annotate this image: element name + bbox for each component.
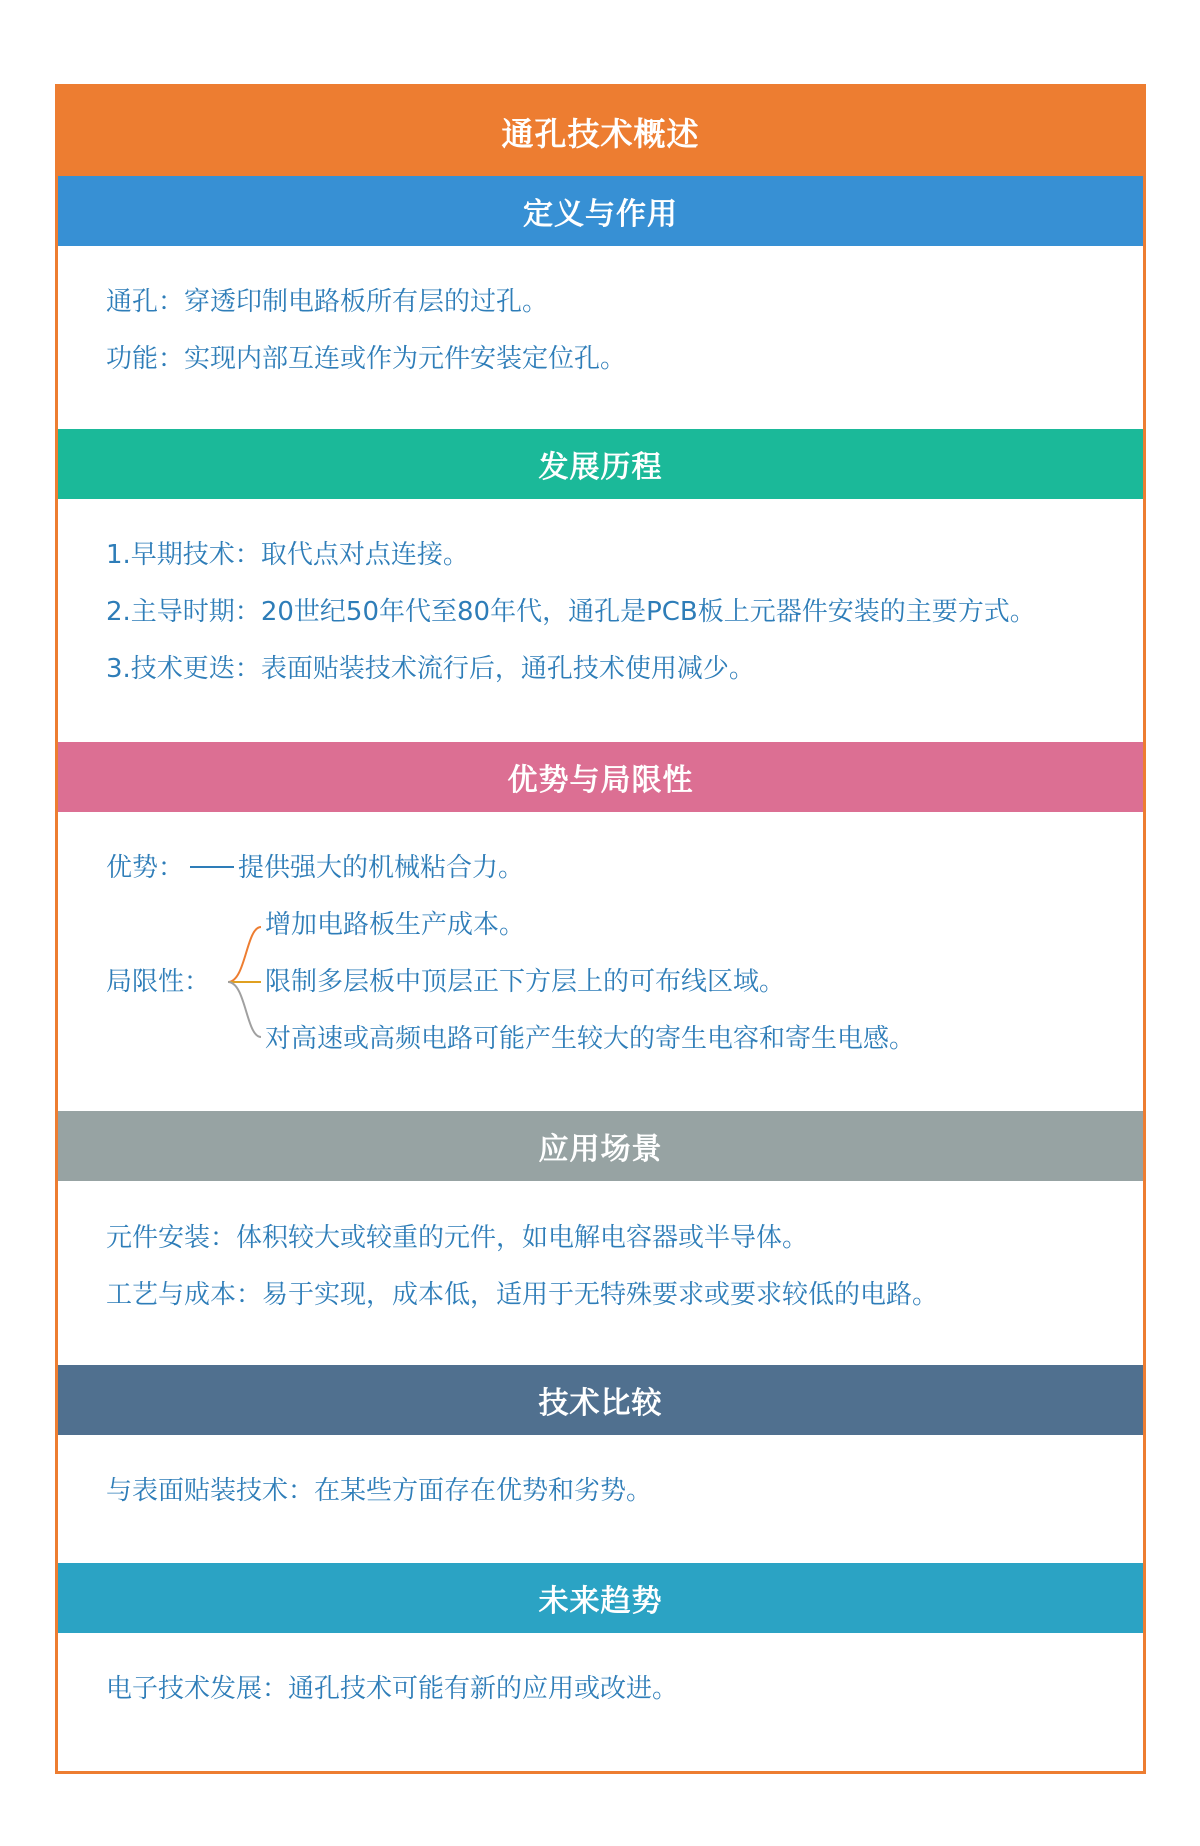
- section-body-history: [58, 499, 1143, 742]
- section-header-future: 未来趋势: [58, 1563, 1143, 1633]
- connector-line: [190, 866, 234, 868]
- advantage-label: 优势：: [106, 853, 185, 883]
- page-title: 通孔技术概述: [58, 87, 1143, 176]
- history-item-label: 3.技术更迭：: [106, 654, 261, 684]
- comparison-item: [106, 1474, 652, 1508]
- limitation-bracket-icon: [224, 922, 264, 1042]
- future-item-label: 电子技术发展：: [106, 1674, 289, 1704]
- comparison-item-label: 与表面贴装技术：: [106, 1476, 315, 1506]
- history-item-label: 2.主导时期：: [106, 597, 261, 627]
- history-item: [106, 652, 755, 686]
- definition-item: [106, 285, 548, 319]
- section-header-history: 发展历程: [58, 429, 1143, 499]
- section-header-pros-cons: 优势与局限性: [58, 742, 1143, 812]
- definition-item-label: 功能：: [106, 344, 185, 374]
- definition-item-text: 穿透印制电路板所有层的过孔。: [184, 287, 549, 317]
- application-item: [106, 1278, 938, 1312]
- history-item: [106, 595, 1036, 629]
- application-item-label: 元件安装：: [106, 1223, 237, 1253]
- application-item-text: 易于实现，成本低，适用于无特殊要求或要求较低的电路。: [262, 1280, 939, 1310]
- history-item-text: 取代点对点连接。: [260, 540, 469, 570]
- section-body-pros-cons: [58, 812, 1143, 1111]
- definition-item-text: 实现内部互连或作为元件安装定位孔。: [184, 344, 627, 374]
- future-item: [106, 1672, 678, 1706]
- section-header-comparison: 技术比较: [58, 1365, 1143, 1435]
- application-item-label: 工艺与成本：: [106, 1280, 263, 1310]
- section-header-applications: 应用场景: [58, 1111, 1143, 1181]
- section-header-definition: 定义与作用: [58, 176, 1143, 246]
- overview-card: [55, 84, 1146, 1774]
- application-item: [106, 1221, 808, 1255]
- limitation-label: 局限性：: [106, 967, 211, 997]
- application-item-text: 体积较大或较重的元件，如电解电容器或半导体。: [236, 1223, 809, 1253]
- history-item-text: 20世纪50年代至80年代，通孔是PCB板上元器件安装的主要方式。: [260, 597, 1036, 627]
- limitation-item: 限制多层板中顶层正下方层上的可布线区域。: [265, 967, 786, 997]
- section-body-future: [58, 1633, 1143, 1761]
- future-item-text: 通孔技术可能有新的应用或改进。: [288, 1674, 679, 1704]
- advantage-item: [106, 851, 524, 885]
- section-body-definition: [58, 246, 1143, 429]
- section-body-comparison: [58, 1435, 1143, 1563]
- section-body-applications: [58, 1181, 1143, 1365]
- history-item-label: 1.早期技术：: [106, 540, 261, 570]
- definition-item-label: 通孔：: [106, 287, 185, 317]
- history-item-text: 表面贴装技术流行后，通孔技术使用减少。: [260, 654, 755, 684]
- limitation-item: 对高速或高频电路可能产生较大的寄生电容和寄生电感。: [265, 1024, 916, 1054]
- advantage-text: 提供强大的机械粘合力。: [238, 853, 525, 883]
- limitation-item: 增加电路板生产成本。: [265, 910, 526, 940]
- history-item: [106, 538, 469, 572]
- comparison-item-text: 在某些方面存在优势和劣势。: [314, 1476, 653, 1506]
- definition-item: [106, 342, 626, 376]
